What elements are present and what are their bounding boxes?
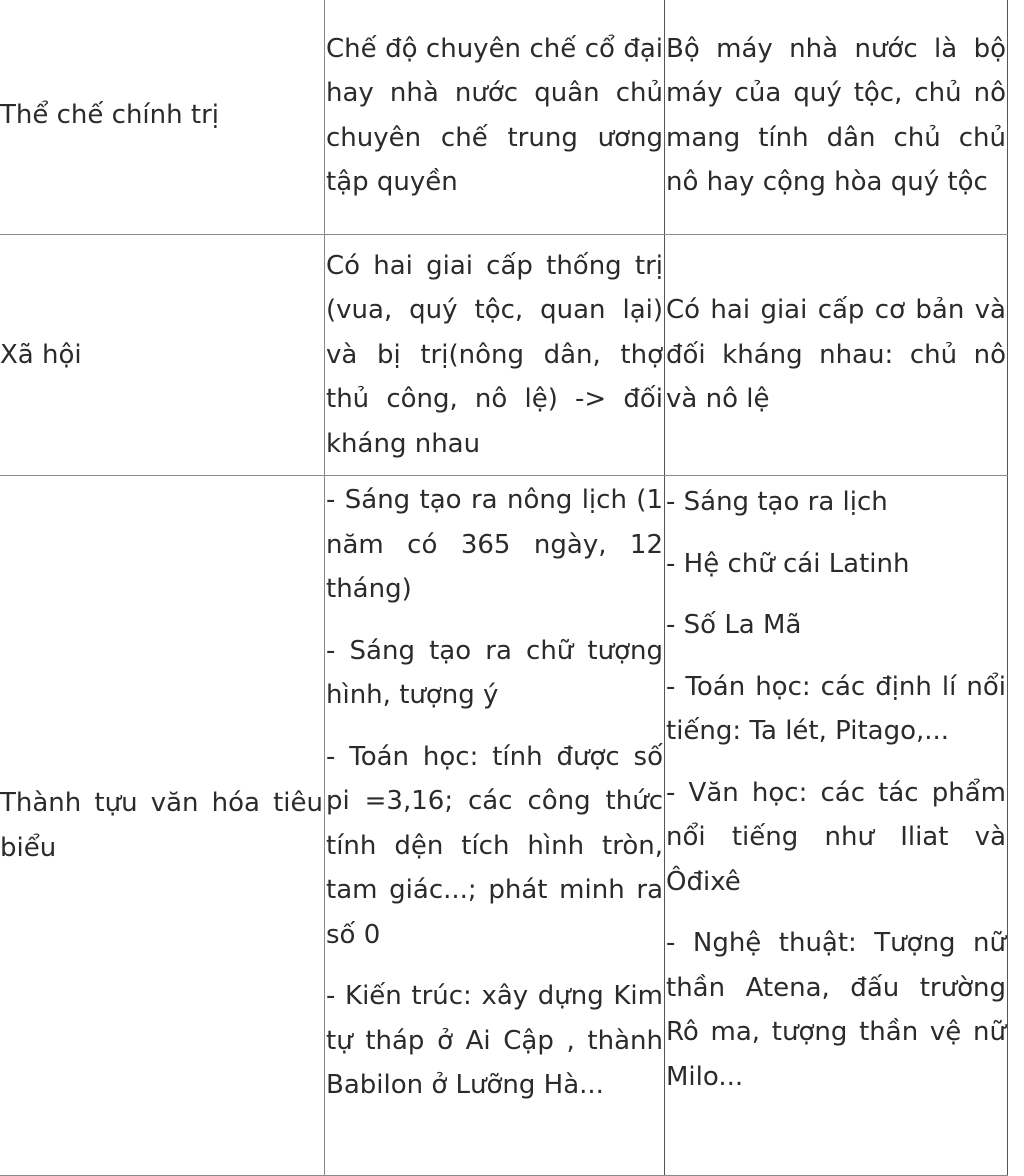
east-cell: Chế độ chuyên chế cổ đại hay nhà nước quân chủ chuyên chế trung ương tập quyền xyxy=(325,0,665,235)
list-item: - Toán học: các định lí nổi tiếng: Ta lét, Pitago,... xyxy=(666,671,1006,746)
list-item: - Kiến trúc: xây dựng Kim tự tháp ở Ai Cập , thành Babilon ở Lưỡng Hà... xyxy=(326,981,663,1100)
list-item: - Hệ chữ cái Latinh xyxy=(666,548,910,579)
table-row-cultural-achievements xyxy=(0,476,1008,1176)
west-cell xyxy=(665,476,1008,1176)
list-item: - Nghệ thuật: Tượng nữ thần Atena, đấu trường Rô ma, tượng thần vệ nữ Milo... xyxy=(666,928,1006,1092)
list-item: - Sáng tạo ra lịch xyxy=(666,487,888,517)
row-label: Thể chế chính trị xyxy=(0,0,325,235)
list-item: - Sáng tạo ra chữ tượng hình, tượng ý xyxy=(326,635,663,710)
list-item: - Toán học: tính được số pi =3,16; các công thức tính dện tích hình tròn, tam giác...; phát minh ra số 0 xyxy=(326,741,663,950)
list-item: - Sáng tạo ra nông lịch (1 năm có 365 ngày, 12 tháng) xyxy=(326,485,663,604)
row-label: Thành tựu văn hóa tiêu biểu xyxy=(0,476,325,1176)
list-item: - Số La Mã xyxy=(666,610,802,640)
row-label: Xã hội xyxy=(0,235,325,476)
table-row-society xyxy=(0,235,1008,476)
list-item: - Văn học: các tác phẩm nổi tiếng như Iliat và Ôđixê xyxy=(666,777,1006,897)
east-cell: Có hai giai cấp thống trị (vua, quý tộc, quan lại) và bị trị(nông dân, thợ thủ công, nô lệ) -> đối kháng nhau xyxy=(325,235,665,476)
west-cell: Có hai giai cấp cơ bản và đối kháng nhau: chủ nô và nô lệ xyxy=(665,235,1008,476)
east-cell xyxy=(325,476,665,1176)
table-row-political-system xyxy=(0,0,1008,235)
west-cell: Bộ máy nhà nước là bộ máy của quý tộc, chủ nô mang tính dân chủ chủ nô hay cộng hòa quý tộc xyxy=(665,0,1008,235)
